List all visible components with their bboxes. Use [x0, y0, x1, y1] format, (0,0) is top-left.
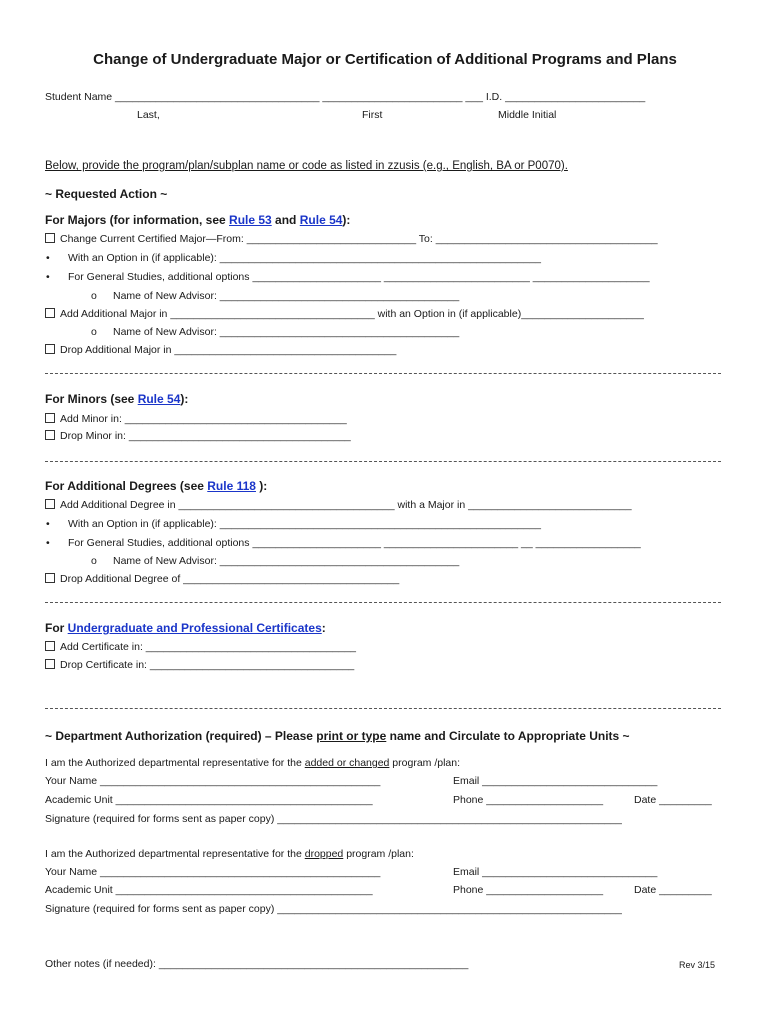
section-divider: [45, 373, 721, 374]
certificates-link[interactable]: Undergraduate and Professional Certificates: [67, 621, 322, 635]
instruction-text: Below, provide the program/plan/subplan name or code as listed in zzusis (e.g., English, BA or P0070).: [45, 160, 568, 172]
drop-major-checkbox[interactable]: [45, 344, 55, 354]
revision-label: Rev 3/15: [679, 960, 716, 970]
add-degree-checkbox[interactable]: [45, 499, 55, 509]
add-minor-row[interactable]: [45, 412, 347, 426]
add-certificate-label: Add Certificate in: ____________________________________: [60, 641, 357, 653]
add-minor-label: Add Minor in: ______________________________________: [60, 413, 347, 425]
change-major-label: Change Current Certified Major—From: _____________________________ To: ______________________________________: [60, 233, 658, 245]
dropped-signature-field[interactable]: Signature (required for forms sent as paper copy) ___________________________________________________________: [45, 903, 622, 915]
change-major-row[interactable]: [45, 232, 658, 246]
dropped-rep-statement: I am the Authorized departmental representative for the dropped program /plan:: [45, 848, 414, 860]
dropped-your-name-field[interactable]: Your Name ________________________________________________: [45, 866, 381, 878]
drop-degree-label: Drop Additional Degree of _____________________________________: [60, 573, 400, 585]
label-first: First: [362, 109, 383, 121]
drop-certificate-label: Drop Certificate in: ___________________________________: [60, 659, 355, 671]
section-divider: [45, 461, 721, 462]
bullet-icon: •: [46, 271, 50, 283]
rule-118-link[interactable]: Rule 118: [207, 479, 256, 493]
added-email-field[interactable]: Email ______________________________: [453, 775, 658, 787]
rule-53-link[interactable]: Rule 53: [229, 213, 272, 227]
rule-54-link[interactable]: Rule 54: [299, 213, 343, 227]
bullet-icon: •: [46, 252, 50, 264]
drop-minor-label: Drop Minor in: ______________________________________: [60, 430, 351, 442]
drop-degree-row[interactable]: [45, 572, 399, 586]
added-rep-statement: I am the Authorized departmental representative for the added or changed program /plan:: [45, 757, 461, 769]
label-last: Last,: [137, 109, 160, 121]
drop-certificate-checkbox[interactable]: [45, 659, 55, 669]
added-phone-field[interactable]: Phone ____________________: [453, 794, 604, 806]
requested-action-heading: ~ Requested Action ~: [45, 187, 168, 201]
majors-heading: For Majors (for information, see Rule 53 and Rule 54):: [45, 213, 351, 227]
added-academic-unit-field[interactable]: Academic Unit ____________________________________________: [45, 794, 373, 806]
dropped-academic-unit-field[interactable]: Academic Unit ____________________________________________: [45, 884, 373, 896]
degree-option-field[interactable]: With an Option in (if applicable): _______________________________________________________: [68, 518, 541, 530]
sub-bullet-icon: o: [91, 555, 97, 567]
added-signature-field[interactable]: Signature (required for forms sent as paper copy) ___________________________________________________________: [45, 813, 622, 825]
degree-new-advisor-field[interactable]: Name of New Advisor: _________________________________________: [113, 555, 460, 567]
bullet-icon: •: [46, 518, 50, 530]
major-new-advisor-field[interactable]: Name of New Advisor: _________________________________________: [113, 290, 460, 302]
major-general-studies-field[interactable]: For General Studies, additional options ______________________ _________________________ ____________________: [68, 271, 650, 283]
minors-heading: For Minors (see Rule 54):: [45, 392, 189, 406]
sub-bullet-icon: o: [91, 290, 97, 302]
add-major-checkbox[interactable]: [45, 308, 55, 318]
other-notes-field[interactable]: Other notes (if needed): _____________________________________________________: [45, 958, 469, 970]
major-option-field[interactable]: With an Option in (if applicable): _______________________________________________________: [68, 252, 541, 264]
section-divider: [45, 708, 721, 709]
dropped-date-field[interactable]: Date _________: [634, 884, 712, 896]
bullet-icon: •: [46, 537, 50, 549]
sub-bullet-icon: o: [91, 326, 97, 338]
added-your-name-field[interactable]: Your Name ________________________________________________: [45, 775, 381, 787]
dropped-phone-field[interactable]: Phone ____________________: [453, 884, 604, 896]
form-title: Change of Undergraduate Major or Certification of Additional Programs and Plans: [93, 51, 677, 68]
authorization-heading: ~ Department Authorization (required) – Please print or type name and Circulate to Appropriate Units ~: [45, 729, 630, 743]
dropped-email-field[interactable]: Email ______________________________: [453, 866, 658, 878]
drop-certificate-row[interactable]: [45, 658, 354, 672]
drop-minor-checkbox[interactable]: [45, 430, 55, 440]
rule-54-link[interactable]: Rule 54: [137, 392, 181, 406]
add-major-advisor-field[interactable]: Name of New Advisor: _________________________________________: [113, 326, 460, 338]
drop-minor-row[interactable]: [45, 429, 351, 443]
add-degree-label: Add Additional Degree in _____________________________________ with a Major in ____________________________: [60, 499, 632, 511]
add-major-row[interactable]: [45, 307, 644, 321]
label-middle-initial: Middle Initial: [498, 109, 557, 121]
drop-degree-checkbox[interactable]: [45, 573, 55, 583]
add-certificate-row[interactable]: [45, 640, 356, 654]
student-name-line[interactable]: Student Name ___________________________________ ________________________ ___ I.D. ________________________: [45, 91, 646, 103]
degree-general-studies-field[interactable]: For General Studies, additional options ______________________ _______________________ __ __________________: [68, 537, 641, 549]
add-degree-row[interactable]: [45, 498, 632, 512]
certificates-heading: For Undergraduate and Professional Certificates:: [45, 621, 326, 635]
add-certificate-checkbox[interactable]: [45, 641, 55, 651]
add-major-label: Add Additional Major in ___________________________________ with an Option in (if applicable)_____________________: [60, 308, 644, 320]
added-date-field[interactable]: Date _________: [634, 794, 712, 806]
section-divider: [45, 602, 721, 603]
add-minor-checkbox[interactable]: [45, 413, 55, 423]
drop-major-row[interactable]: [45, 343, 396, 357]
change-major-checkbox[interactable]: [45, 233, 55, 243]
drop-major-label: Drop Additional Major in ______________________________________: [60, 344, 397, 356]
degrees-heading: For Additional Degrees (see Rule 118 ):: [45, 479, 268, 493]
